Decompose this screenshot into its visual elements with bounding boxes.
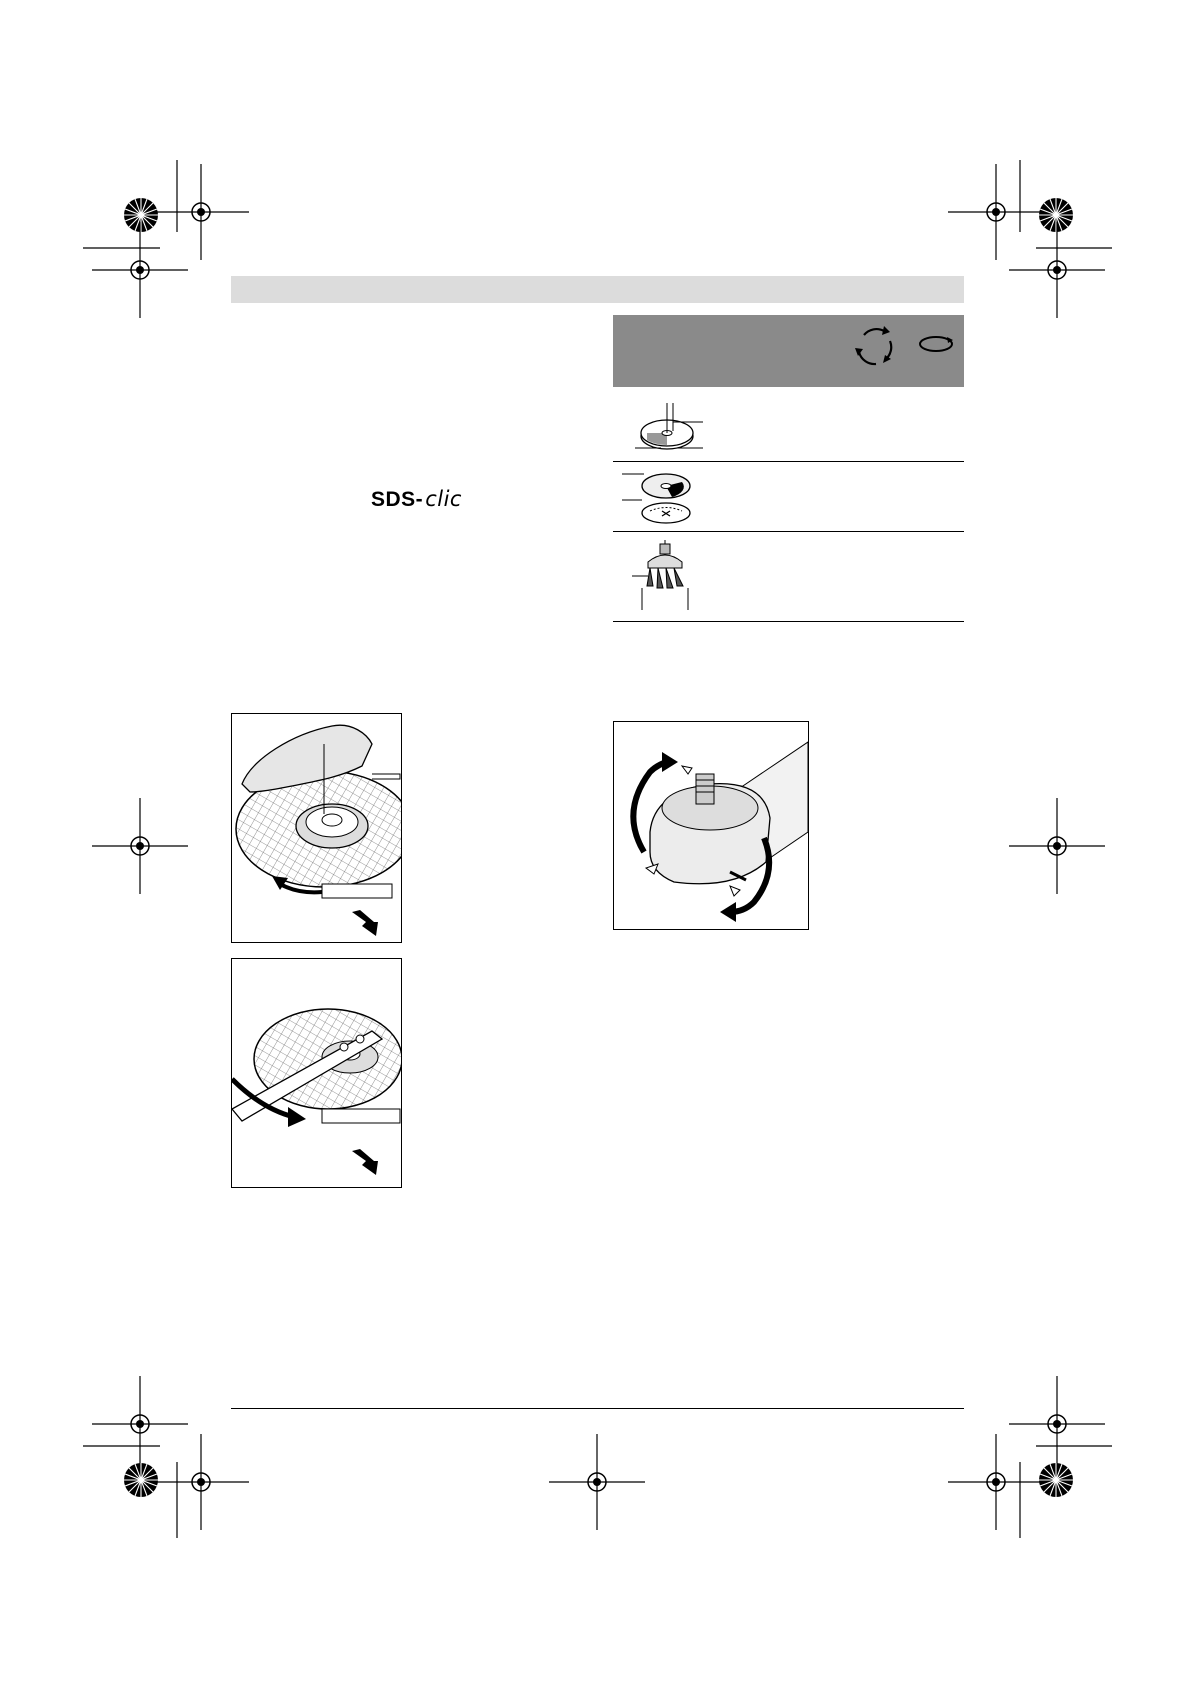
footer-rule <box>231 1408 964 1409</box>
header-band <box>231 276 964 303</box>
table-rule <box>613 531 964 532</box>
figure-rotate-gear-head <box>613 721 809 930</box>
flap-disc-icon <box>620 468 700 528</box>
logo-suffix: clic <box>425 487 462 511</box>
grinding-disc-icon <box>633 400 705 455</box>
figure-clamp-nut-with-spanner <box>231 958 402 1188</box>
table-header <box>613 315 964 387</box>
table-rule <box>613 621 964 622</box>
recycle-icon <box>850 321 900 371</box>
cup-brush-icon <box>630 540 700 614</box>
figure-clamp-nut-by-hand <box>231 713 402 943</box>
logo-brand: SDS- <box>371 488 424 511</box>
table-rule <box>613 461 964 462</box>
sds-clic-logo <box>371 487 462 512</box>
packaging-ring-icon <box>917 333 955 355</box>
